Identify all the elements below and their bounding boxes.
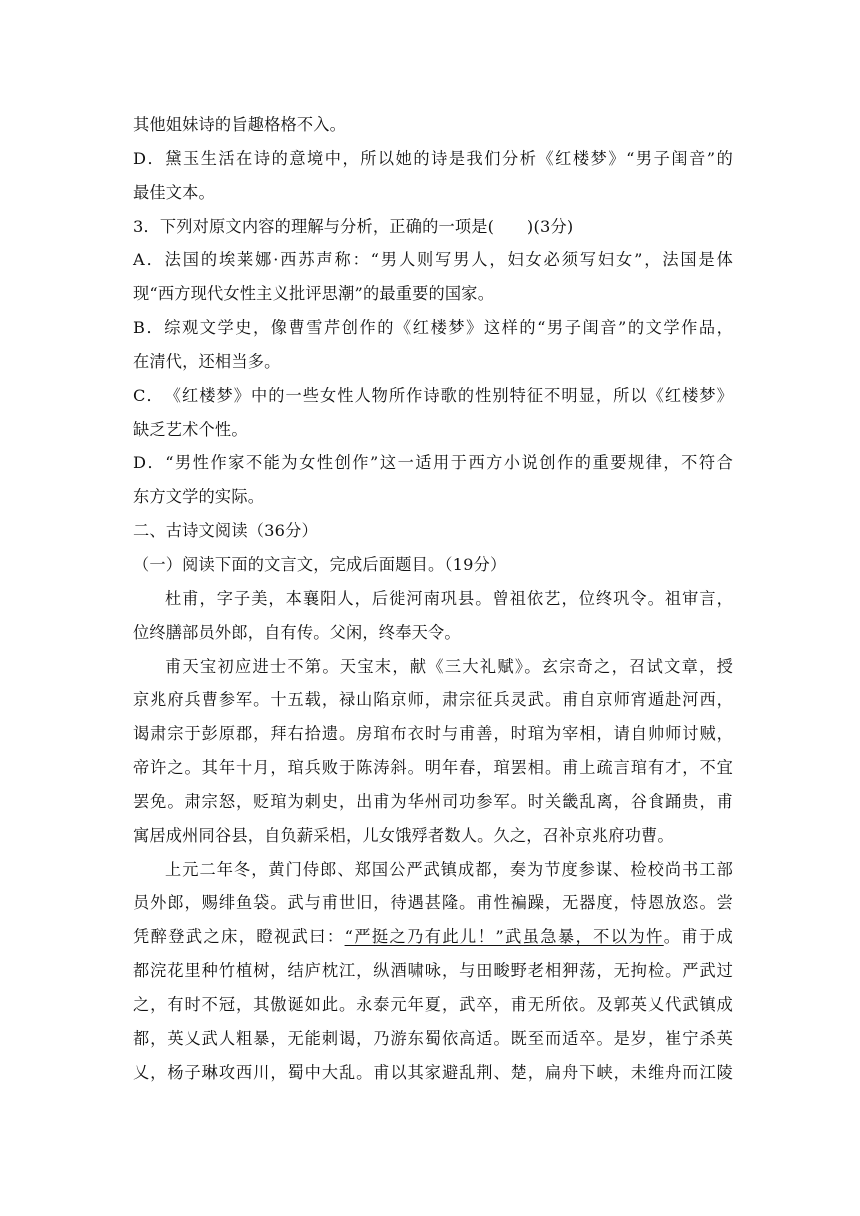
option-c-line: C． 《红楼梦》中的一些女性人物所作诗歌的性别特征不明显，所以《红楼梦》: [133, 385, 733, 405]
paragraph-line: 罢免。肃宗怒，贬琯为刺史，出甫为华州司功参军。时关畿乱离，谷食踊贵，甫: [133, 791, 733, 811]
text-line: 在清代，还相当多。: [133, 351, 281, 371]
paragraph-line: 都，英乂武人粗暴，无能刺谒，乃游东蜀依高适。既至而适卒。是岁，崔宁杀英: [133, 1028, 733, 1048]
paragraph-line-with-underline: [133, 920, 733, 954]
paragraph-line: 位终膳部员外郎，自有传。父闲，终奉天令。: [133, 622, 461, 642]
paragraph-line: 京兆府兵曹参军。十五载，禄山陷京师，肃宗征兵灵武。甫自京师宵遁赴河西，: [133, 690, 733, 710]
paragraph-line: 上元二年冬，黄门侍郎、郑国公严武镇成都，奏为节度参谋、检校尚书工部: [165, 859, 733, 879]
paragraph-line: 帝许之。其年十月，琯兵败于陈涛斜。明年春，琯罢相。甫上疏言琯有才，不宜: [133, 758, 733, 778]
text-line: 最佳文本。: [133, 182, 215, 202]
text-line: 现“西方现代女性主义批评思潮”的最重要的国家。: [133, 284, 495, 304]
paragraph-line: 甫天宝初应进士不第。天宝末，献《三大礼赋》。玄宗奇之，召试文章，授: [165, 656, 733, 676]
paragraph-line: 杜甫，字子美，本襄阳人，后徙河南巩县。曾祖依艺，位终巩令。祖审言，: [165, 588, 733, 608]
option-d-line: D．“男性作家不能为女性创作”这一适用于西方小说创作的重要规律，不符合: [133, 453, 733, 473]
text-line: D．黛玉生活在诗的意境中，所以她的诗是我们分析《红楼梦》“男子闺音”的: [133, 148, 733, 168]
paragraph-line: 寓居成州同谷县，自负薪采梠，儿女饿殍者数人。久之，召补京兆府功曹。: [133, 825, 674, 845]
underlined-quote: “严挺之乃有此儿！”武虽急暴，不以为忤: [344, 927, 664, 947]
paragraph-line: 员外郎，赐绯鱼袋。武与甫世旧，待遇甚隆。甫性褊躁，无器度，恃恩放恣。尝: [133, 893, 733, 913]
text-segment: 凭醉登武之床，瞪视武曰：: [133, 927, 345, 947]
text-line: 东方文学的实际。: [133, 487, 265, 507]
paragraph-line: 谒肃宗于彭原郡，拜右拾遗。房琯布衣时与甫善，时琯为宰相，请自帅师讨贼，: [133, 724, 733, 744]
text-line: 缺乏艺术个性。: [133, 419, 248, 439]
paragraph-line: 之，有时不冠，其傲诞如此。永泰元年夏，武卒，甫无所依。及郭英乂代武镇成: [133, 994, 733, 1014]
paragraph-line: 都浣花里种竹植树，结庐枕江，纵酒啸咏，与田畯野老相狎荡，无拘检。严武过: [133, 961, 733, 981]
question-heading: 3．下列对原文内容的理解与分析，正确的一项是( )(3分): [133, 216, 574, 236]
option-a-line: A．法国的埃莱娜·西苏声称：“男人则写男人，妇女必须写妇女”，法国是体: [133, 250, 733, 270]
text-segment: 。甫于成: [663, 927, 733, 947]
option-b-line: B．综观文学史，像曹雪芹创作的《红楼梦》这样的“男子闺音”的文学作品，: [133, 318, 733, 338]
text-line: 其他姐妹诗的旨趣格格不入。: [133, 115, 347, 134]
subsection-heading: （一）阅读下面的文言文，完成后面题目。（19分）: [133, 554, 507, 574]
document-page: [133, 108, 733, 1089]
section-heading: 二、古诗文阅读（36分）: [133, 521, 318, 541]
paragraph-line: 乂，杨子琳攻西川，蜀中大乱。甫以其家避乱荆、楚，扁舟下峡，未维舟而江陵: [133, 1062, 733, 1082]
